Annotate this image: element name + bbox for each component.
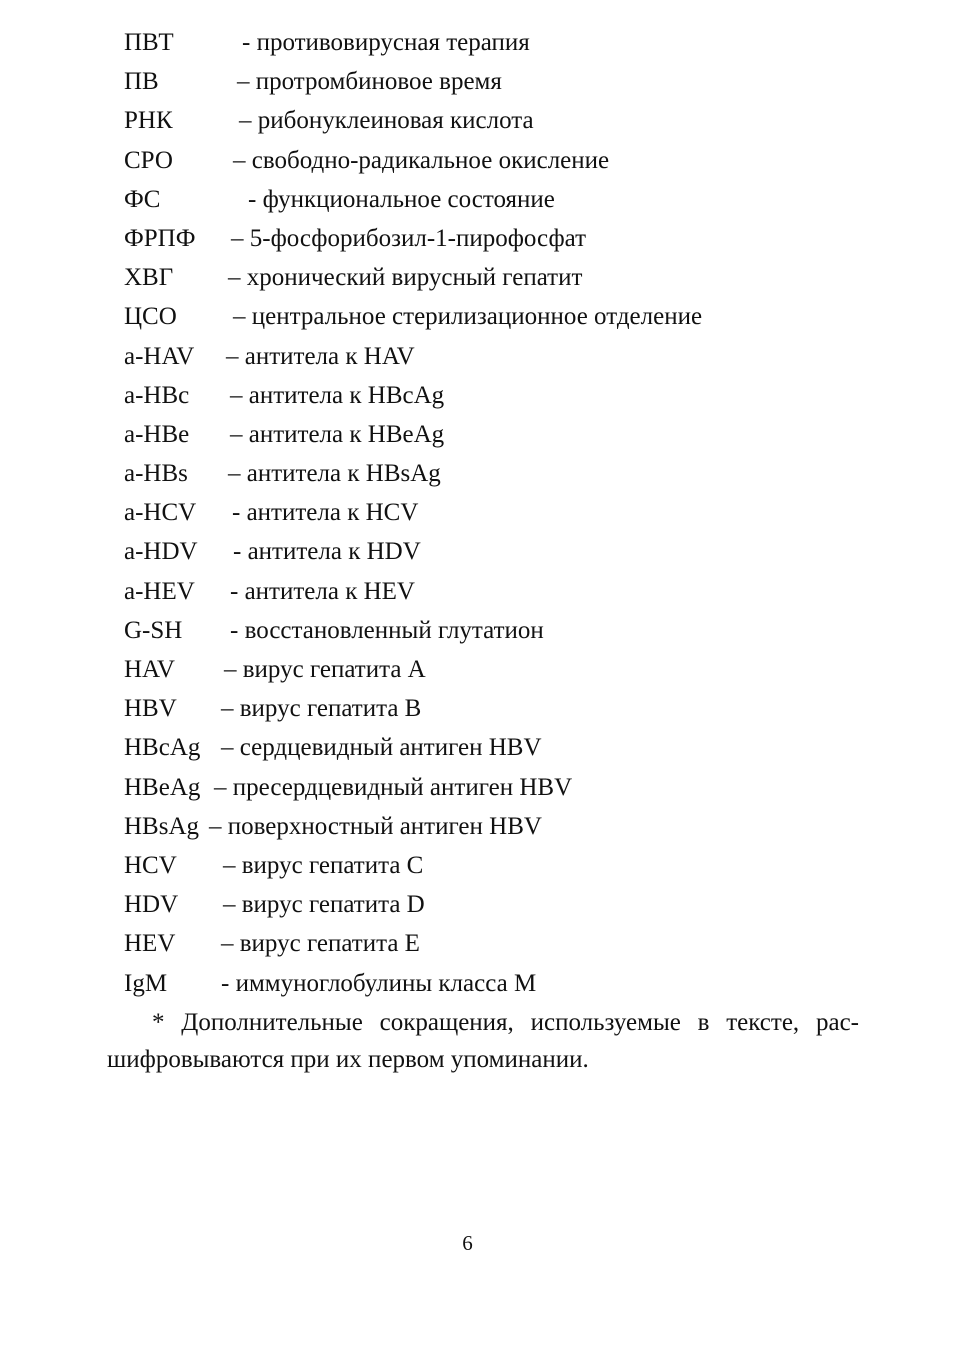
abbreviation-term: ФС [124, 185, 161, 213]
abbreviation-row [124, 613, 864, 652]
abbreviation-term: HDV [124, 891, 179, 919]
abbreviation-definition: – рибонуклеиновая кислота [239, 107, 534, 135]
abbreviation-definition: – вирус гепатита D [223, 891, 425, 919]
abbreviation-term: HAV [124, 656, 175, 683]
abbreviation-term: HBV [124, 695, 177, 723]
abbreviation-definition: – сердцевидный антиген HBV [221, 734, 542, 762]
abbreviation-definition: – пресердцевидный антиген HBV [214, 773, 573, 801]
abbreviation-term: ХВГ [124, 264, 174, 292]
abbreviation-definition: - функциональное состояние [248, 185, 555, 213]
abbreviation-definition: – вирус гепатита В [221, 695, 422, 723]
abbreviation-term: HCV [124, 851, 177, 879]
abbreviation-definition: – антитела к HBeAg [230, 420, 445, 448]
abbreviation-term: СРО [124, 146, 173, 174]
abbreviation-definition: – центральное стерилизационное отделение [233, 303, 703, 331]
abbreviation-row [124, 966, 864, 1005]
abbreviation-row [124, 887, 864, 926]
abbreviation-row [124, 809, 864, 848]
abbreviation-definition: - восстановленный глутатион [230, 616, 544, 644]
abbreviation-row [124, 143, 864, 182]
abbreviation-row [124, 848, 864, 887]
abbreviation-definition: – вирус гепатита А [224, 656, 426, 683]
abbreviation-term: HBcAg [124, 734, 201, 762]
abbreviation-term: ПВ [124, 68, 159, 96]
abbreviation-row [124, 574, 864, 613]
abbreviation-row [124, 456, 864, 495]
abbreviation-term: G-SH [124, 616, 183, 644]
abbreviation-definition: - противовирусная терапия [242, 29, 530, 56]
abbreviation-definition: – свободно-радикальное окисление [233, 146, 610, 174]
abbreviation-definition: – антитела к HAV [226, 342, 415, 370]
abbreviation-term: a-HCV [124, 499, 197, 527]
abbreviation-row [124, 25, 864, 64]
abbreviation-row [124, 221, 864, 260]
abbreviation-term: ЦСО [124, 303, 177, 331]
abbreviation-row [124, 730, 864, 769]
abbreviation-term: ФРПФ [124, 224, 196, 252]
abbreviation-definition: - иммуноглобулины класса М [221, 969, 537, 997]
abbreviation-term: HEV [124, 930, 176, 958]
abbreviation-row [124, 534, 864, 573]
abbreviation-term: a-HDV [124, 538, 198, 566]
abbreviation-row [124, 64, 864, 103]
abbreviation-row [124, 495, 864, 534]
abbreviation-definition: – антитела к HBcAg [230, 381, 445, 409]
abbreviation-term: a-HAV [124, 342, 195, 370]
abbreviation-definition: – хронический вирусный гепатит [228, 264, 583, 292]
abbreviation-term: РНК [124, 107, 173, 135]
abbreviation-definition: – вирус гепатита Е [221, 930, 420, 958]
abbreviation-row [124, 926, 864, 965]
footnote-text: * Дополнительные сокращения, используемые в тексте, рас-шифровываются при их первом упоминании. [107, 1009, 859, 1073]
abbreviation-definition: – вирус гепатита С [223, 851, 424, 879]
abbreviation-definition: - антитела к HEV [230, 577, 415, 605]
abbreviation-row [124, 378, 864, 417]
abbreviation-definition: – поверхностный антиген HBV [209, 812, 542, 840]
abbreviation-row [124, 417, 864, 456]
abbreviation-row [124, 299, 864, 338]
abbreviation-term: HBsAg [124, 812, 200, 840]
abbreviation-row [124, 770, 864, 809]
abbreviation-term: a-HBs [124, 460, 188, 488]
abbreviation-term: a-HBc [124, 381, 190, 409]
abbreviation-row [124, 652, 864, 691]
page-number: 6 [462, 1231, 473, 1255]
abbreviation-list [124, 25, 864, 1005]
abbreviation-row [124, 103, 864, 142]
abbreviation-definition: – 5-фосфорибозил-1-пирофосфат [231, 224, 587, 252]
abbreviation-term: a-HEV [124, 577, 195, 605]
abbreviation-term: HBeAg [124, 773, 201, 801]
abbreviation-term: a-HBe [124, 420, 190, 448]
abbreviation-row [124, 260, 864, 299]
abbreviation-definition: - антитела к HDV [233, 538, 421, 566]
abbreviation-row [124, 691, 864, 730]
abbreviation-term: IgM [124, 969, 168, 997]
abbreviation-definition: – антитела к HBsAg [228, 460, 441, 488]
abbreviation-row [124, 339, 864, 378]
abbreviation-definition: – протромбиновое время [237, 68, 502, 96]
abbreviation-term: ПВТ [124, 29, 174, 56]
abbreviation-definition: - антитела к HCV [232, 499, 419, 527]
abbreviation-row [124, 182, 864, 221]
